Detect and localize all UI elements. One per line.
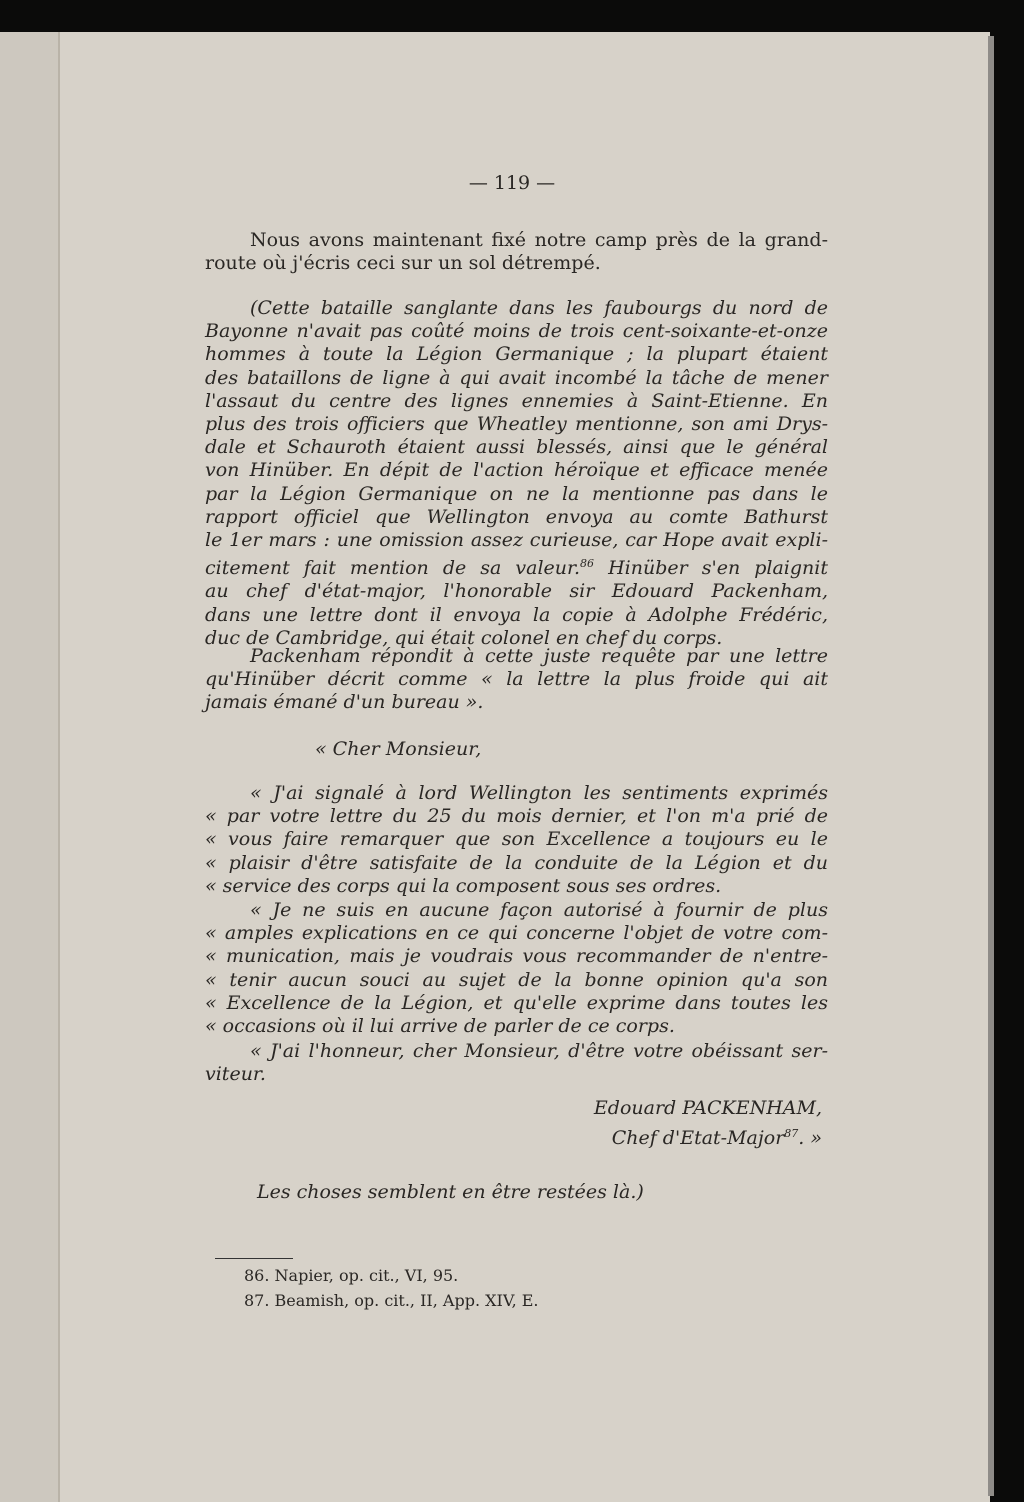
footnote-86: 86. Napier, op. cit., VI, 95. [244, 1266, 459, 1285]
line: Packenham répondit à cette juste requête par une lettre [250, 645, 828, 667]
line: au chef d'état-major, l'honorable sir Edouard Packenham, [205, 580, 828, 603]
line: « J'ai signalé à lord Wellington les sentiments exprimés [250, 782, 828, 804]
line: duc de Cambridge, qui était colonel en chef du corps. [205, 626, 723, 649]
line: Bayonne n'avait pas coûté moins de trois cent-soixante-et-onze [205, 320, 828, 343]
line: von Hinüber. En dépit de l'action héroïque et efficace menée [205, 459, 828, 482]
line: « munication, mais je voudrais vous recommander de n'entre- [205, 945, 828, 968]
line: « Je ne suis en aucune façon autorisé à fournir de plus [250, 899, 828, 921]
letter-paragraph-3 [205, 1040, 828, 1086]
line: Nous avons maintenant fixé notre camp près de la grand- [250, 229, 828, 251]
line: « vous faire remarquer que son Excellence a toujours eu le [205, 828, 828, 851]
footnote-ref: 87 [784, 1127, 799, 1140]
line: « par votre lettre du 25 du mois dernier, et l'on m'a prié de [205, 805, 828, 828]
salutation: « Cher Monsieur, [315, 738, 482, 760]
line: par la Légion Germanique on ne la mentionne pas dans le [205, 482, 828, 505]
signature-name: Edouard PACKENHAM, [593, 1097, 822, 1119]
line: « service des corps qui la composent sous ses ordres. [205, 874, 722, 897]
line [205, 552, 828, 580]
line: dans une lettre dont il envoya la copie à Adolphe Frédéric, [205, 603, 828, 626]
text: Hinüber s'en plaignit [594, 557, 828, 580]
signature-title: Chef d'Etat-Major [611, 1127, 785, 1149]
line: dale et Schauroth étaient aussi blessés, ainsi que le général [205, 436, 828, 459]
footnote-87: 87. Beamish, op. cit., II, App. XIV, E. [244, 1291, 539, 1310]
page-edge [988, 36, 994, 1496]
signature [500, 1096, 822, 1151]
line: rapport officiel que Wellington envoya au comte Bathurst [205, 505, 828, 528]
line: viteur. [205, 1063, 266, 1086]
paragraph-3 [205, 645, 828, 715]
footnote-divider [215, 1258, 293, 1259]
facing-page [0, 32, 58, 1502]
line: « Excellence de la Légion, et qu'elle exprime dans toutes les [205, 991, 828, 1014]
letter-paragraph-2 [205, 899, 828, 1038]
line: « J'ai l'honneur, cher Monsieur, d'être votre obéissant ser- [250, 1040, 828, 1062]
line: « plaisir d'être satisfaite de la conduite de la Légion et du [205, 851, 828, 874]
line: route où j'écris ceci sur un sol détrempé. [205, 252, 601, 275]
signature-title-line [500, 1121, 822, 1151]
paragraph-2 [205, 297, 828, 650]
page-number: — 119 — [468, 172, 556, 194]
line: « occasions où il lui arrive de parler de ce corps. [205, 1015, 675, 1038]
footnote-ref: 86 [580, 557, 595, 571]
text: . » [798, 1127, 822, 1149]
paragraph-1 [205, 229, 828, 275]
closing: Les choses semblent en être restées là.) [257, 1181, 644, 1203]
line: « tenir aucun souci au sujet de la bonne opinion qu'a son [205, 968, 828, 991]
line: « amples explications en ce qui concerne l'objet de votre com- [205, 922, 828, 945]
line: des bataillons de ligne à qui avait incombé la tâche de mener [205, 366, 828, 389]
line: (Cette bataille sanglante dans les faubourgs du nord de [250, 297, 828, 319]
text: citement fait mention de sa valeur. [205, 557, 581, 580]
line: jamais émané d'un bureau ». [205, 691, 484, 714]
letter-paragraph-1 [205, 782, 828, 898]
line: hommes à toute la Légion Germanique ; la plupart étaient [205, 343, 828, 366]
line: l'assaut du centre des lignes ennemies à Saint-Etienne. En [205, 389, 828, 412]
line: qu'Hinüber décrit comme « la lettre la plus froide qui ait [205, 668, 828, 691]
line: le 1er mars : une omission assez curieuse, car Hope avait expli- [205, 529, 828, 552]
line: plus des trois officiers que Wheatley mentionne, son ami Drys- [205, 413, 828, 436]
